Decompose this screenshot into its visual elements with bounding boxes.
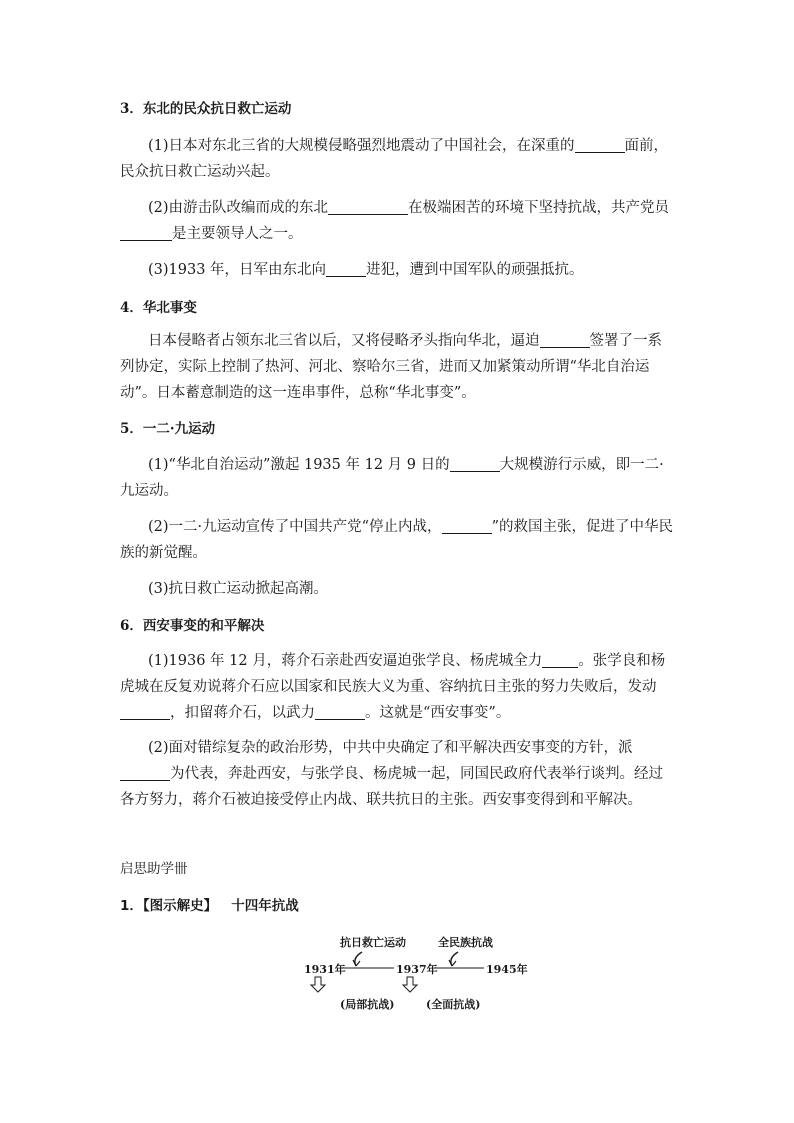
fill-blank bbox=[120, 701, 170, 720]
section-4-para-1: 日本侵略者占领东北三省以后，又将侵略矛头指向华北，逼迫 签署了一系列协定，实际上控制了热河、河北、察哈尔三省，进而又加紧策动所谓“华北自治运动”。日本蓄意制造的这一连串事件，总称“华北事变”。 bbox=[120, 328, 676, 406]
section-3-para-1: (1)日本对东北三省的大规模侵略强烈地震动了中国社会，在深重的 面前，民众抗日救亡运动兴起。 bbox=[120, 133, 676, 185]
timeline-diagram bbox=[296, 930, 536, 1016]
section-3-para-3: (3)1933 年，日军由东北向 进犯，遭到中国军队的顽强抵抗。 bbox=[120, 257, 676, 283]
fill-blank bbox=[450, 453, 500, 472]
section-6-para-1: (1)1936 年 12 月，蒋介石亲赴西安逼迫张学良、杨虎城全力 。张学良和杨虎城在反复劝说蒋介石应以国家和民族大义为重、容纳抗日主张的努力失败后，发动，扣留蒋介石，以武力 。这就是“西安事变”。 bbox=[120, 648, 676, 726]
fill-blank bbox=[540, 329, 590, 348]
section-6-para-2: (2)面对错综复杂的政治形势，中共中央确定了和平解决西安事变的方针，派为代表，奔赴西安，与张学良、杨虎城一起，同国民政府代表举行谈判。经过各方努力，蒋介石被迫接受停止内战、联共抗日的主张。西安事变得到和平解决。 bbox=[120, 740, 663, 808]
curve-arrowhead-icon bbox=[353, 960, 360, 966]
section-3-para-2: (2)由游击队改编而成的东北 在极端困苦的环境下坚持抗战，共产党员是主要领导人之一。 bbox=[120, 195, 676, 247]
section-4-heading: 4．华北事变 bbox=[120, 300, 197, 316]
fill-blank bbox=[328, 196, 408, 215]
phase-partial-war: (局部抗战) bbox=[340, 998, 395, 1011]
qisi-title: 启思助学卌 bbox=[120, 861, 188, 877]
fill-blank bbox=[315, 701, 365, 720]
section-6-heading: 6．西安事变的和平解决 bbox=[120, 618, 265, 634]
section-5-para-3: (3)抗日救亡运动掀起高潮。 bbox=[148, 581, 329, 597]
fill-blank bbox=[442, 515, 492, 534]
section-5-para-2: (2)一二·九运动宣传了中国共产党“停止内战， ”的救国主张，促进了中华民族的新觉醒。 bbox=[120, 514, 676, 566]
qisi-item-1: 1．【图示解史】 十四年抗战 bbox=[120, 898, 299, 914]
section-5-para-1: (1)“华北自治运动”激起 1935 年 12 月 9 日的 大规模游行示威，即一二·九运动。 bbox=[120, 452, 676, 504]
fill-blank bbox=[542, 649, 578, 668]
label-anti-japan-movement: 抗日救亡运动 bbox=[340, 936, 406, 949]
fill-blank bbox=[575, 134, 625, 153]
section-3-heading: 3．东北的民众抗日救亡运动 bbox=[120, 101, 292, 117]
curve-arrowhead-icon bbox=[449, 960, 456, 966]
fill-blank bbox=[326, 258, 366, 277]
label-national-war: 全民族抗战 bbox=[438, 936, 493, 949]
year-1945: 1945年 bbox=[486, 963, 528, 976]
down-arrow-icon bbox=[403, 977, 417, 992]
phase-full-war: (全面抗战) bbox=[426, 998, 481, 1011]
fill-blank bbox=[120, 222, 172, 241]
fill-blank bbox=[120, 762, 170, 781]
year-1937: 1937年 bbox=[396, 963, 438, 976]
down-arrow-icon bbox=[311, 977, 325, 992]
year-1931: 1931年 bbox=[304, 963, 346, 976]
section-5-heading: 5．一二·九运动 bbox=[120, 421, 216, 437]
